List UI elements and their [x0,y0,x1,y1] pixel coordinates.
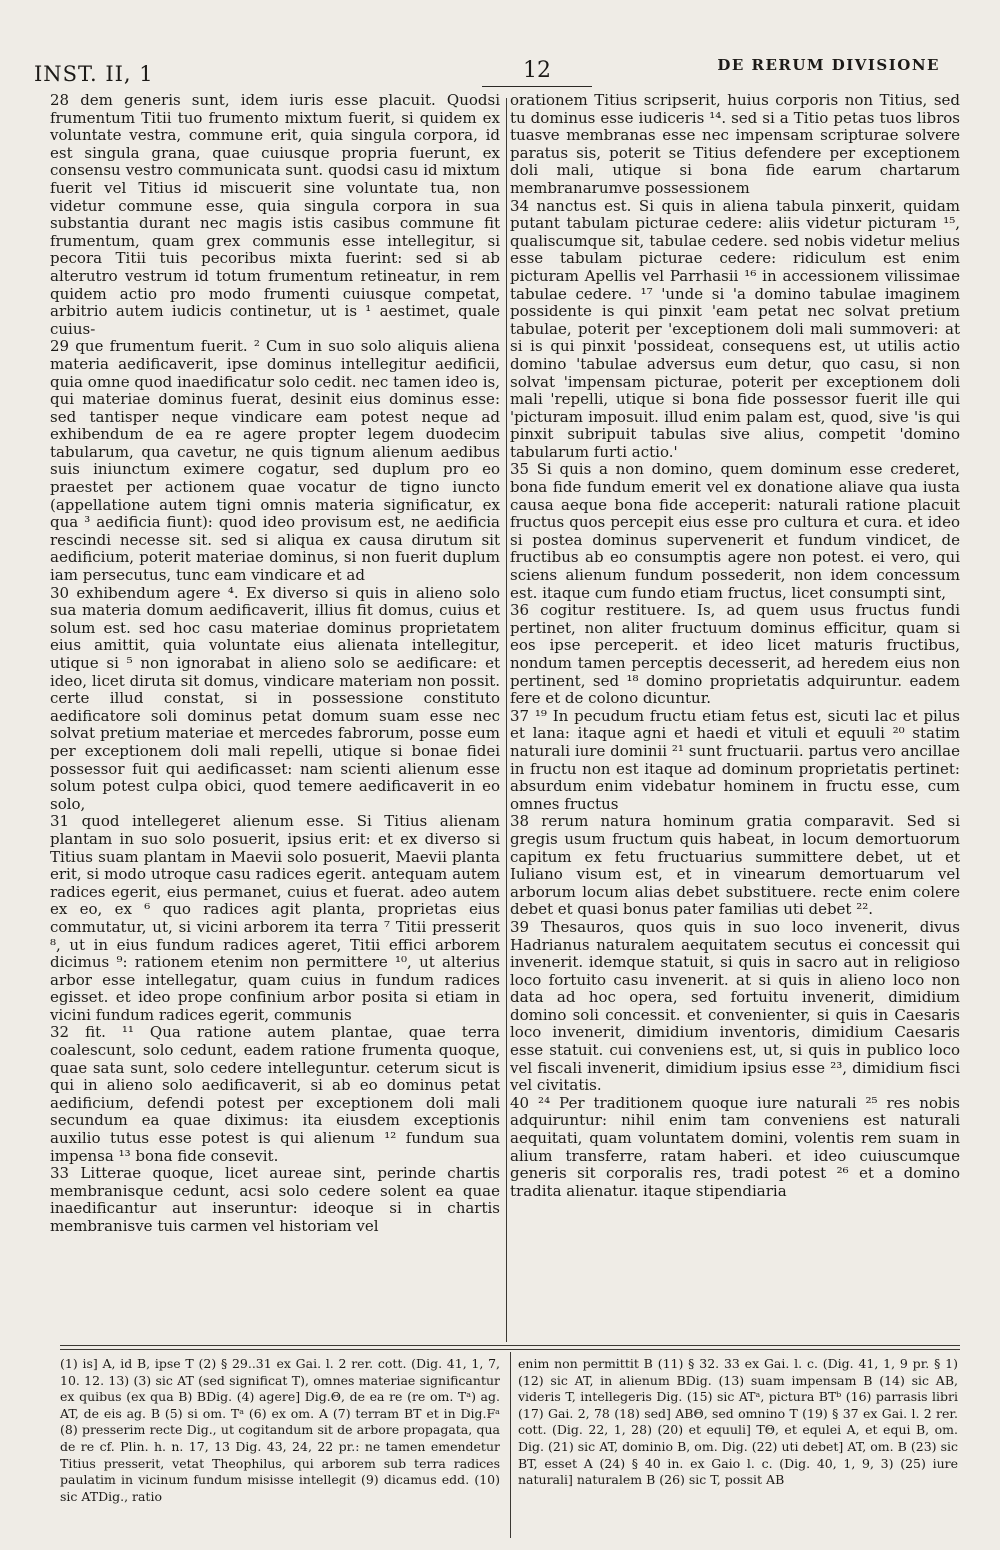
header-chapter-title: DE RERUM DIVISIONE [717,56,940,74]
right-column [510,92,960,1200]
paragraph: 28 dem generis sunt, idem iuris esse placuit. Quodsi frumentum Titii tuo frumento mixtum fuerit, si quidem ex voluntate vestra, commune erit, quia singula corpora, id est singula grana, quae cuiusque propria fuerunt, ex consensu vestro communicata sunt. quodsi casu id mixtum fuerit vel Titius id miscuerit sine voluntate tua, non videtur commune esse, quia singula corpora in sua substantia durant nec magis istis casibus commune fit frumentum, quam grex communis esse intellegitur, si pecora Titii tuis pecoribus mixta fuerint: sed si ab alterutro vestrum id totum frumentum retineatur, in rem quidem actio pro modo frumenti cuiusque competat, arbitrio autem iudicis continetur, ut is ¹ aestimet, quale cuius- [50,91,500,338]
left-column [50,92,500,1236]
paragraph: 31 quod intellegeret alienum esse. Si Titius alienam plantam in suo solo posuerit, ipsius erit: et ex diverso si Titius suam plantam in Maevii solo posuerit, Maevii planta erit, si modo utroque casu radices egerit. antequam autem radices egerit, eius permanet, cuius et fuerat. adeo autem ex eo, ex ⁶ quo radices agit planta, proprietas eius commutatur, ut, si vicini arborem ita terra ⁷ Titii presserit ⁸, ut in eius fundum radices ageret, Titii effici arborem dicimus ⁹: rationem etenim non permittere ¹⁰, ut alterius arbor esse intellegatur, quam cuius in fundum radices egisset. et ideo prope confinium arbor posita si etiam in vicini fundum radices egerit, communis [50,812,500,1024]
paragraph: 32 fit. ¹¹ Qua ratione autem plantae, quae terra coalescunt, solo cedunt, eadem ratione frumenta quoque, quae sata sunt, solo cedere intelleguntur. ceterum sicut is qui in alieno solo aedificaverit, si ab eo dominus petat aedificium, defendi potest per exceptionem doli mali secundum ea quae diximus: ita eiusdem exceptionis auxilio tutus esse potest is qui alienum ¹² fundum sua impensa ¹³ bona fide consevit. [50,1023,500,1165]
footnote-text: enim non permittit B (11) § 32. 33 ex Gai. l. c. (Dig. 41, 1, 9 pr. § 1) (12) sic AT, in alienum BDig. (13) suam impensam B (14) sic AB, videris T, intellegeris Dig. (15) sic ATᵃ, pictura BTᵇ (16) parrasis libri (17) Gai. 2, 78 (18) sed] ABΘ, sed omnino T (19) § 37 ex Gai. l. 2 rer. cott. (Dig. 22, 1, 28) (20) et equuli] TΘ, et equlei A, et equi B, om. Dig. (21) sic AT, dominio B, om. Dig. (22) uti debet] AT, om. B (23) sic BT, esset A (24) § 40 in. ex Gaio l. c. (Dig. 40, 1, 9, 3) (25) iure naturali] naturalem B (26) sic T, possit AB [518,1356,958,1488]
paragraph: 35 Si quis a non domino, quem dominum esse crederet, bona fide fundum emerit vel ex donatione aliave qua iusta causa aeque bona fide acceperit: naturali ratione placuit fructus quos percepit eius esse pro cultura et cura. et ideo si postea dominus supervenerit et fundum vindicet, de fructibus ab eo consumptis agere non potest. ei vero, qui sciens alienum fundum possederit, non idem concessum est. itaque cum fundo etiam fructus, licet consumpti sint, [510,460,960,602]
footnote-rule-secondary [60,1349,960,1350]
paragraph: 34 nanctus est. Si quis in aliena tabula pinxerit, quidam putant tabulam picturae cedere: aliis videtur picturam ¹⁵, qualiscumque sit, tabulae cedere. sed nobis videtur melius esse tabulam picturae cedere: ridiculum est enim picturam Apellis vel Parrhasii ¹⁶ in accessionem vilissimae tabulae cedere. ¹⁷ 'unde si 'a domino tabulae imaginem possidente is qui pinxit 'eam petat nec solvat pretium tabulae, poterit per 'exceptionem doli mali summoveri: at si is qui pinxit 'possideat, consequens est, ut utilis actio domino 'tabulae adversus eum detur, quo casu, si non solvat 'impensam picturae, poterit per exceptionem doli mali 'repelli, utique si bona fide possessor fuerit ille qui 'picturam imposuit. illud enim palam est, quod, sive 'is qui pinxit subripuit tabulas sive alius, competit 'domino tabularum furti actio.' [510,196,960,461]
text-columns [50,91,960,1235]
paragraph: 40 ²⁴ Per traditionem quoque iure naturali ²⁵ res nobis adquiruntur: nihil enim tam conveniens est naturali aequitati, quam voluntatem domini, volentis rem suam in alium transferre, ratam haberi. et ideo cuiuscumque generis sit corporalis res, tradi potest ²⁶ et a domino tradita alienatur. itaque stipendiaria [510,1093,960,1200]
paragraph: 29 que frumentum fuerit. ² Cum in suo solo aliquis aliena materia aedificaverit, ipse dominus intellegitur aedificii, quia omne quod inaedificatur solo cedit. nec tamen ideo is, qui materiae dominus fuerat, desinit eius dominus esse: sed tantisper neque vindicare eam potest neque ad exhibendum de ea re agere propter legem duodecim tabularum, qua cavetur, ne quis tignum alienum aedibus suis iniunctum eximere cogatur, sed duplum pro eo praestet per actionem quae vocatur de tigno iuncto (appellatione autem tigni omnis materia significatur, ex qua ³ aedificia fiunt): quod ideo provisum est, ne aedificia rescindi necesse sit. sed si aliqua ex causa dirutum sit aedificium, poterit materiae dominus, si non fuerit duplum iam persecutus, tunc eam vindicare et ad [50,337,500,585]
footnote-column-divider [510,1352,511,1538]
running-header [34,56,940,90]
paragraph: 30 exhibendum agere ⁴. Ex diverso si quis in alieno solo sua materia domum aedificaverit, illius fit domus, cuius et solum est. sed hoc casu materiae dominus proprietatem eius amittit, quia voluntate eius alienata intellegitur, utique si ⁵ non ignorabat in alieno solo se aedificare: et ideo, licet diruta sit domus, vindicare materiam non possit. certe illud constat, si in possessione constituto aedificatore soli dominus petat domum suam esse nec solvat pretium materiae et mercedes fabrorum, posse eum per exceptionem doli mali repelli, utique si bonae fidei possessor fuit qui aedificasset: nam scienti alienum esse solum potest culpa obici, quod temere aedificaverit in eo solo, [50,583,500,813]
page-number: 12 [482,58,592,87]
paragraph: orationem Titius scripserit, huius corporis non Titius, sed tu dominus esse iudiceris ¹⁴. sed si a Titio petas tuos libros tuasve membranas esse nec impensam scripturae solvere paratus sis, poterit se Titius defendere per exceptionem doli mali, utique si bona fide earum chartarum membranarumve possessionem [510,91,960,197]
paragraph: 33 Litterae quoque, licet aureae sint, perinde chartis membranisque cedunt, acsi solo cedere solent ea quae inaedificantur aut inseruntur: ideoque si in chartis membranisve tuis carmen vel historiam vel [50,1164,500,1235]
paragraph: 36 cogitur restituere. Is, ad quem usus fructus fundi pertinet, non aliter fructuum dominus efficitur, quam si eos ipse perceperit. et ideo licet maturis fructibus, nondum tamen perceptis decesserit, ad heredem eius non pertinent, sed ¹⁸ domino proprietatis adquiruntur. eadem fere et de colono dicuntur. [510,601,960,708]
paragraph: 37 ¹⁹ In pecudum fructu etiam fetus est, sicuti lac et pilus et lana: itaque agni et haedi et vituli et equuli ²⁰ statim naturali iure dominii ²¹ sunt fructuarii. partus vero ancillae in fructu non est itaque ad dominum proprietatis pertinet: absurdum enim videbatur hominem in fructu esse, cum omnes fructus [510,706,960,813]
footnote-rule [60,1345,960,1346]
footnotes-right [518,1356,958,1489]
footnotes-left [60,1356,500,1505]
paragraph: 38 rerum natura hominum gratia comparavit. Sed si gregis usum fructum quis habeat, in locum demortuorum capitum ex fetu fructuarius summittere debet, ut et Iuliano visum est, et in vinearum demortuarum vel arborum locum alias debet substituere. recte enim colere debet et quasi bonus pater familias uti debet ²². [510,812,960,919]
footnote-text: (1) is] A, id B, ipse T (2) § 29..31 ex Gai. l. 2 rer. cott. (Dig. 41, 1, 7, 10. 12. 13) (3) sic AT (sed significat T), omnes materiae significantur ex quibus (ex qua B) BDig. (4) agere] Dig.Θ, de ea re (re om. Tᵃ) ag. AT, de eis ag. B (5) si om. Tᵃ (6) ex om. A (7) terram BT et in Dig.Fᵃ (8) presserim recte Dig., ut cogitandum sit de arbore propagata, qua de re cf. Plin. h. n. 17, 13 Dig. 43, 24, 22 pr.: ne tamen emendetur Titius presserit, vetat Theophilus, qui arborem sub terra radices paulatim in vicinum fundum misisse intellegit (9) dicamus edd. (10) sic ATDig., ratio [60,1356,500,1504]
paragraph: 39 Thesauros, quos quis in suo loco invenerit, divus Hadrianus naturalem aequitatem secutus ei concessit qui invenerit. idemque statuit, si quis in sacro aut in religioso loco fortuito casu invenerit. at si quis in alieno loco non data ad hoc opera, sed fortuitu invenerit, dimidium domino soli concessit. et convenienter, si quis in Caesaris loco invenerit, dimidium inventoris, dimidium Caesaris esse statuit. cui conveniens est, ut, si quis in publico loco vel fiscali invenerit, dimidium ipsius esse ²³, dimidium fisci vel civitatis. [510,917,960,1095]
header-section-reference: INST. II, 1 [34,62,154,86]
